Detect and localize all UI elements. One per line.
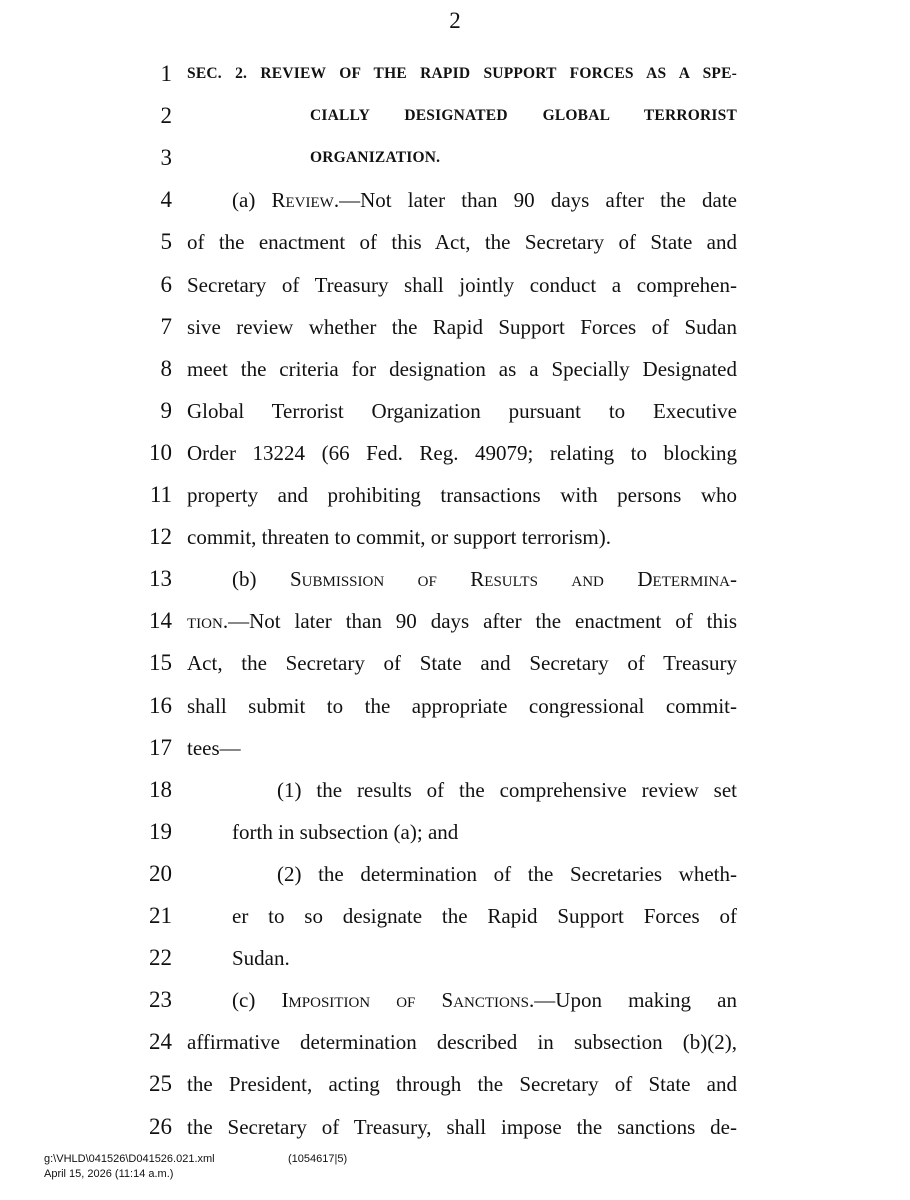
text-segment: (a) <box>232 188 272 213</box>
line-number: 26 <box>149 1113 172 1139</box>
line-text <box>232 811 737 853</box>
line-number: 13 <box>149 566 172 592</box>
text-segment: (1) the results of the comprehensive review set <box>277 777 737 802</box>
line-text <box>232 558 737 600</box>
bill-line <box>0 137 910 179</box>
bill-line <box>0 306 910 348</box>
line-number: 5 <box>160 229 172 255</box>
line-text <box>187 727 737 769</box>
text-segment: (2) the determination of the Secretaries wheth- <box>277 861 737 886</box>
footer-doc-code: (1054617|5) <box>288 1153 348 1165</box>
small-caps-heading: Submission of Results and Determina- <box>289 567 737 592</box>
line-number: 21 <box>149 903 172 928</box>
text-segment: sive review whether the Rapid Support Forces of Sudan <box>187 314 737 339</box>
line-number: 12 <box>149 524 172 550</box>
bill-line <box>0 727 910 769</box>
line-number: 8 <box>160 355 172 381</box>
bill-line <box>0 1021 910 1063</box>
line-text <box>232 979 737 1021</box>
line-text <box>187 306 737 348</box>
bill-line <box>0 895 910 937</box>
text-segment: commit, threaten to commit, or support terrorism). <box>187 525 611 550</box>
line-text <box>187 685 737 727</box>
line-number: 2 <box>160 103 172 129</box>
line-number: 18 <box>149 776 172 802</box>
text-segment: ORGANIZATION. <box>310 149 441 167</box>
line-text <box>187 1063 737 1105</box>
line-text <box>187 1106 737 1148</box>
text-segment: .—Not later than 90 days after the date <box>333 188 737 213</box>
line-text <box>277 769 737 811</box>
text-segment: property and prohibiting transactions with persons who <box>187 483 737 507</box>
line-text <box>187 348 737 390</box>
line-text <box>310 137 737 179</box>
line-text <box>232 895 737 937</box>
bill-line <box>0 390 910 432</box>
line-number: 7 <box>160 313 172 339</box>
text-segment: forth in subsection (a); and <box>232 819 459 844</box>
line-text <box>277 853 737 895</box>
line-text <box>187 474 737 516</box>
footer-date: April 15, 2026 (11:14 a.m.) <box>44 1168 174 1180</box>
bill-line <box>0 474 910 516</box>
text-segment: meet the criteria for designation as a Specially Designated <box>187 356 737 381</box>
line-number: 6 <box>160 271 172 297</box>
line-number: 10 <box>149 439 172 465</box>
bill-line <box>0 53 910 95</box>
bill-line <box>0 179 910 221</box>
text-segment: CIALLY DESIGNATED GLOBAL TERRORIST <box>310 107 737 125</box>
text-segment: .—Upon making an <box>529 988 737 1013</box>
text-segment: .—Not later than 90 days after the enactment of this <box>222 609 737 634</box>
bill-line <box>0 221 910 263</box>
small-caps-heading: Review <box>271 188 334 213</box>
text-segment: the President, acting through the Secretary of State and <box>187 1072 737 1097</box>
line-text <box>187 221 737 263</box>
line-text <box>187 390 737 432</box>
line-text <box>187 516 737 558</box>
text-segment: Order 13224 (66 Fed. Reg. 49079; relating to blocking <box>187 440 737 465</box>
bill-line <box>0 811 910 853</box>
bill-line <box>0 558 910 600</box>
line-text <box>187 53 737 95</box>
line-number: 15 <box>149 650 172 676</box>
line-number: 16 <box>149 692 172 718</box>
footer-file-path: g:\VHLD\041526\D041526.021.xml <box>44 1153 215 1165</box>
text-segment: SEC. 2. REVIEW OF THE RAPID SUPPORT FORCES AS A SPE- <box>187 65 737 82</box>
bill-line <box>0 937 910 979</box>
line-number: 17 <box>149 734 172 760</box>
bill-line <box>0 348 910 390</box>
bill-line <box>0 685 910 727</box>
text-segment: Global Terrorist Organization pursuant to Executive <box>187 398 737 423</box>
text-segment: the Secretary of Treasury, shall impose the sanctions de- <box>187 1114 737 1139</box>
bill-line <box>0 516 910 558</box>
line-number: 3 <box>160 145 172 171</box>
bill-line <box>0 853 910 895</box>
line-text <box>187 432 737 474</box>
bill-line <box>0 769 910 811</box>
text-segment: affirmative determination described in subsection (b)(2), <box>187 1030 737 1055</box>
bill-line <box>0 979 910 1021</box>
text-segment: er to so designate the Rapid Support Forces of <box>232 904 737 928</box>
line-number: 25 <box>149 1071 172 1097</box>
line-number: 23 <box>149 987 172 1013</box>
text-segment: Act, the Secretary of State and Secretary of Treasury <box>187 651 737 676</box>
text-segment: (b) <box>232 567 290 592</box>
bill-line <box>0 600 910 642</box>
bill-line <box>0 1063 910 1105</box>
line-text <box>187 600 737 642</box>
line-number: 1 <box>160 61 172 86</box>
text-segment: shall submit to the appropriate congressional commit- <box>187 693 737 718</box>
text-segment: (c) <box>232 988 282 1013</box>
line-text <box>310 95 737 137</box>
line-number: 4 <box>160 187 172 213</box>
line-number: 9 <box>160 397 172 423</box>
line-text <box>187 1021 737 1063</box>
text-segment: of the enactment of this Act, the Secretary of State and <box>187 230 737 255</box>
small-caps-heading: tion <box>187 609 223 634</box>
line-number: 24 <box>149 1029 172 1055</box>
bill-line <box>0 95 910 137</box>
line-number: 14 <box>149 608 172 634</box>
text-segment: Secretary of Treasury shall jointly conduct a comprehen- <box>187 272 737 297</box>
line-number: 22 <box>149 945 172 971</box>
line-text <box>232 179 737 221</box>
text-segment: tees— <box>187 735 241 760</box>
bill-line <box>0 642 910 684</box>
bill-line <box>0 264 910 306</box>
line-text <box>187 642 737 684</box>
small-caps-heading: Imposition of Sanctions <box>281 988 530 1013</box>
bill-line <box>0 432 910 474</box>
line-text <box>232 937 737 979</box>
line-text <box>187 264 737 306</box>
line-number: 11 <box>149 482 172 507</box>
line-number: 20 <box>149 860 172 886</box>
bill-line <box>0 1106 910 1148</box>
text-segment: Sudan. <box>232 946 290 971</box>
page-number: 2 <box>449 8 461 33</box>
line-number: 19 <box>149 818 172 844</box>
